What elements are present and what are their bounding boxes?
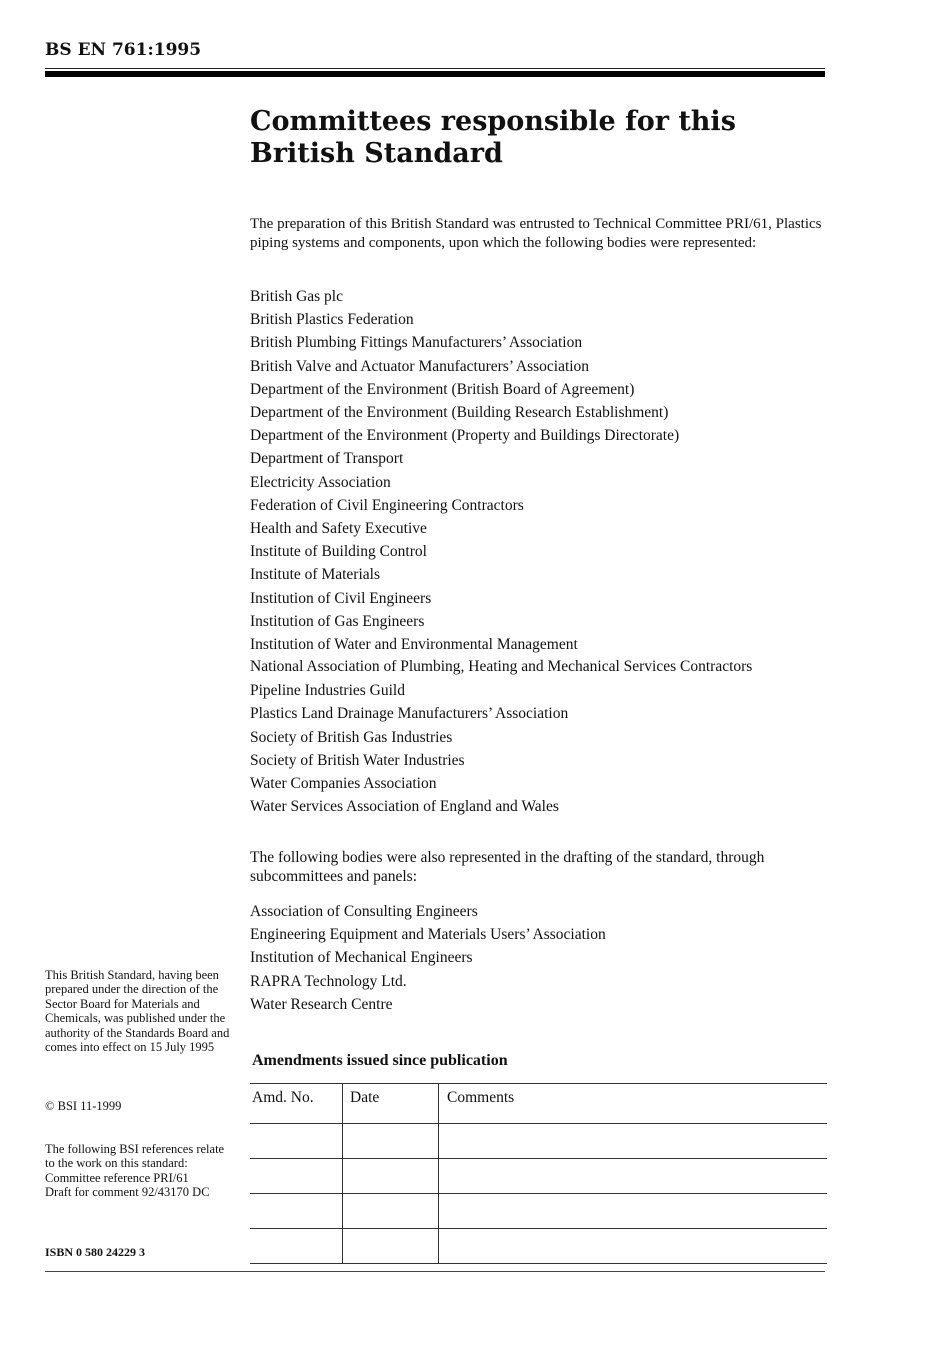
list-item: Water Services Association of England and Wales	[250, 798, 559, 816]
document-id: BS EN 761:1995	[45, 40, 202, 60]
page-title: Committees responsible for this British Standard	[250, 106, 736, 169]
list-item: Department of the Environment (British Board of Agreement)	[250, 380, 635, 398]
list-item: British Valve and Actuator Manufacturers’ Association	[250, 357, 590, 375]
list-item: Pipeline Industries Guild	[250, 682, 405, 700]
list-item: Institute of Building Control	[250, 543, 427, 561]
list-item: Society of British Gas Industries	[250, 728, 453, 746]
list-item: British Gas plc	[250, 288, 343, 305]
table-cell	[343, 1194, 439, 1229]
table-row	[250, 1194, 827, 1229]
column-header-amd-no: Amd. No.	[250, 1084, 343, 1124]
table-cell	[439, 1229, 828, 1264]
table-cell	[439, 1124, 828, 1159]
column-header-date: Date	[343, 1084, 439, 1124]
table-cell	[250, 1159, 343, 1194]
header-rule-thin	[45, 68, 825, 69]
footer-rule	[45, 1271, 825, 1272]
list-item: Health and Safety Executive	[250, 520, 427, 538]
amendments-title: Amendments issued since publication	[252, 1052, 508, 1069]
committee-intro: The preparation of this British Standard was entrusted to Technical Committee PRI/61, Plastics piping systems and components, upon which the following bodies were represented:	[250, 216, 822, 251]
references-lead: The following BSI references relate to the work on this standard:	[45, 1142, 225, 1171]
table-cell	[250, 1194, 343, 1229]
list-item: Society of British Water Industries	[250, 751, 465, 769]
list-item: Federation of Civil Engineering Contractors	[250, 496, 524, 514]
bsi-references	[45, 1142, 235, 1200]
list-item: RAPRA Technology Ltd.	[250, 972, 407, 990]
list-item: Institute of Materials	[250, 566, 380, 584]
copyright-note: © BSI 11-1999	[45, 1099, 122, 1113]
list-item: British Plastics Federation	[250, 311, 414, 329]
table-cell	[343, 1159, 439, 1194]
table-cell	[343, 1229, 439, 1264]
draft-reference: Draft for comment 92/43170 DC	[45, 1185, 210, 1200]
amendments-table	[250, 1083, 827, 1264]
committee-reference: Committee reference PRI/61	[45, 1170, 189, 1185]
list-item: Department of the Environment (Property and Buildings Directorate)	[250, 427, 680, 445]
table-row	[250, 1229, 827, 1264]
subcommittee-bodies-list	[250, 900, 825, 1016]
list-item: Department of the Environment (Building Research Establishment)	[250, 404, 669, 422]
list-item: Plastics Land Drainage Manufacturers’ Association	[250, 705, 569, 723]
list-item: Association of Consulting Engineers	[250, 903, 478, 920]
list-item: Institution of Water and Environmental Management	[250, 636, 578, 654]
list-item: Department of Transport	[250, 450, 404, 468]
list-item: Institution of Mechanical Engineers	[250, 949, 473, 967]
publication-note: This British Standard, having been prepared under the direction of the Sector Board for Materials and Chemicals, was published under the authority of the Standards Board and comes into effect on 15 July 1995	[45, 968, 230, 1055]
list-item: Engineering Equipment and Materials Users’ Association	[250, 926, 606, 944]
table-cell	[250, 1124, 343, 1159]
list-item: Water Research Centre	[250, 995, 393, 1013]
table-cell	[439, 1159, 828, 1194]
list-item: Institution of Civil Engineers	[250, 589, 432, 607]
table-header-row	[250, 1084, 827, 1124]
header-rule-thick	[45, 71, 825, 77]
list-item: Electricity Association	[250, 473, 391, 491]
list-item: National Association of Plumbing, Heating and Mechanical Services Contractors	[250, 658, 753, 676]
table-cell	[343, 1124, 439, 1159]
table-row	[250, 1124, 827, 1159]
list-item: Institution of Gas Engineers	[250, 612, 425, 630]
isbn: ISBN 0 580 24229 3	[45, 1245, 146, 1259]
list-item: British Plumbing Fittings Manufacturers’ Association	[250, 334, 583, 352]
table-row	[250, 1159, 827, 1194]
list-item: Water Companies Association	[250, 775, 437, 793]
column-header-comments: Comments	[439, 1084, 828, 1124]
table-cell	[439, 1194, 828, 1229]
table-cell	[250, 1229, 343, 1264]
represented-bodies-list	[250, 285, 825, 818]
subcommittee-intro: The following bodies were also represented in the drafting of the standard, through subcommittees and panels:	[250, 849, 765, 885]
